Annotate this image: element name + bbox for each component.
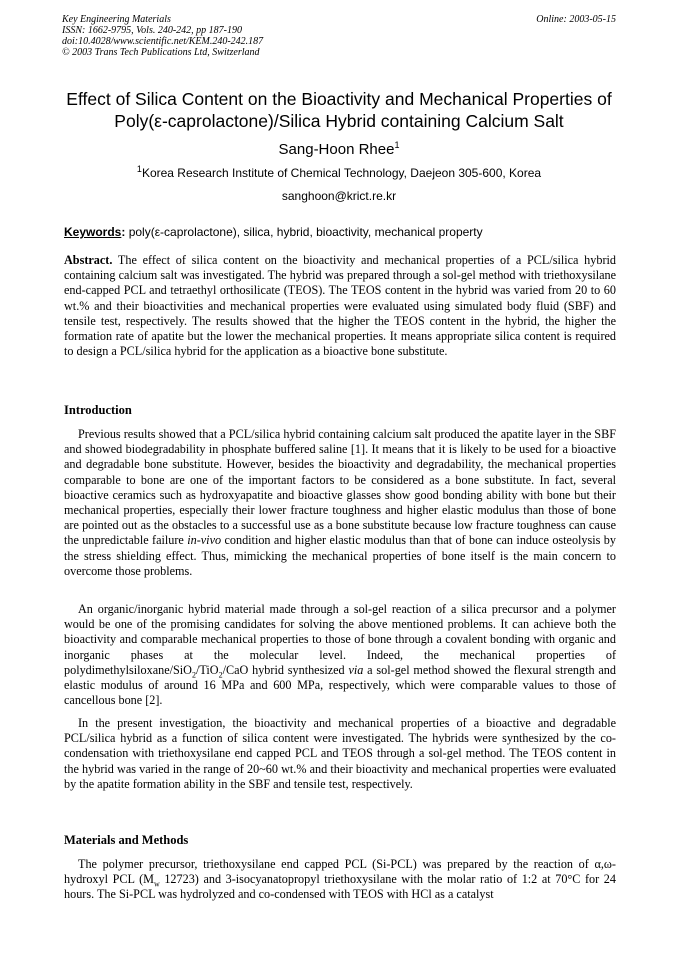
journal-name: Key Engineering Materials bbox=[62, 14, 171, 25]
keywords-colon: : bbox=[121, 225, 126, 239]
issn-line: ISSN: 1662-9795, Vols. 240-242, pp 187-190 bbox=[62, 25, 242, 36]
introduction-paragraph-2 bbox=[64, 602, 616, 708]
intro-p2-text-a: An organic/inorganic hybrid material made through a sol-gel reaction of a silica precursor and a polymer would be one of the promising candidates for solving the above mentioned problems. It can achieve both the bioactivity and comparable mechanical properties to those of bone through a covalent bonding with organic and inorganic phases at the molecular level. Indeed, the mechanical properties of polydimethylsiloxane/SiO bbox=[64, 602, 616, 677]
author-affiliation-mark: 1 bbox=[394, 140, 400, 150]
section-heading-introduction: Introduction bbox=[64, 403, 132, 417]
journal-header bbox=[62, 14, 616, 58]
copyright-line: © 2003 Trans Tech Publications Ltd, Switzerland bbox=[62, 47, 260, 58]
intro-p2-text-d: a sol-gel method showed the flexural strength and elastic modulus of around 16 MPa and 600 MPa, respectively, which were comparable values to those of cancellous bone [2]. bbox=[64, 662, 616, 708]
doi-line: doi:10.4028/www.scientific.net/KEM.240-242.187 bbox=[62, 36, 264, 47]
abstract bbox=[64, 253, 616, 359]
title-line-1: Effect of Silica Content on the Bioactivity and Mechanical Properties of bbox=[66, 89, 612, 109]
author-email: sanghoon@krict.re.kr bbox=[281, 189, 397, 203]
intro-p1-text-a: Previous results showed that a PCL/silica hybrid containing calcium salt produced the apatite layer in the SBF and showed biodegradability in phosphate buffered saline [1]. It means that it is likely to be used for a bioactive and degradable bone substitute. However, besides the bioactivity and degradability, the mechanical properties comparable to bone are one of the important factors to be considered as a bone substitute. In fact, several bioactive ceramics such as hydroxyapatite and bioactive glasses show good bonding ability with bone but their mechanical properties, especially their lower fracture toughness and higher elastic modulus than those of bone are pointed out as the obstacles to a successful use as a bone substitute because low fracture toughness can cause the unpredictable failure bbox=[64, 427, 616, 548]
intro-p2-text-b: /TiO bbox=[195, 662, 219, 677]
title-line-2: Poly(ε-caprolactone)/Silica Hybrid containing Calcium Salt bbox=[114, 111, 564, 131]
author-name: Sang-Hoon Rhee bbox=[278, 141, 395, 158]
online-date: Online: 2003-05-15 bbox=[536, 14, 616, 25]
affiliation-text: Korea Research Institute of Chemical Technology, Daejeon 305-600, Korea bbox=[141, 166, 542, 180]
methods-paragraph-1 bbox=[64, 857, 616, 903]
keywords bbox=[64, 224, 616, 240]
methods-p1-sub: w bbox=[153, 879, 160, 889]
introduction-paragraph-1 bbox=[64, 427, 616, 579]
intro-p2-sub-2: 2 bbox=[218, 670, 223, 680]
section-heading-methods: Materials and Methods bbox=[64, 833, 189, 847]
methods-p1-text-a: The polymer precursor, triethoxysilane end capped PCL (Si-PCL) was prepared by the reaction of α,ω-hydroxyl PCL (M bbox=[64, 857, 616, 887]
paper-title bbox=[40, 88, 638, 132]
keywords-text: poly(ε-caprolactone), silica, hybrid, bioactivity, mechanical property bbox=[125, 225, 483, 239]
intro-p2-text-c: /CaO hybrid synthesized bbox=[222, 662, 349, 677]
intro-p2-sub-1: 2 bbox=[191, 670, 196, 680]
abstract-text: The effect of silica content on the bioactivity and mechanical properties of a PCL/silica hybrid containing calcium salt was investigated. The hybrid was prepared through a sol-gel method with triethoxysilane end-capped PCL and tetraethyl orthosilicate (TEOS). The TEOS content in the hybrid was varied from 20 to 60 wt.% and their bioactivities and mechanical properties were evaluated using simulated body fluid (SBF) and tensile test, respectively. The results showed that the higher the TEOS content in the hybrid, the higher the formation rate of apatite but the lower the mechanical properties. It means appropriate silica content is required to design a PCL/silica hybrid for the application as a bioactive bone substitute. bbox=[64, 253, 616, 359]
intro-p1-text-b: condition and higher elastic modulus than that of bone can induce osteolysis by the stress shielding effect. Thus, mimicking the mechanical properties of bone itself is the main concern to overcome those problems. bbox=[64, 533, 616, 578]
abstract-label: Abstract. bbox=[64, 253, 113, 267]
intro-p2-italic: via bbox=[348, 662, 364, 677]
affiliation-mark: 1 bbox=[136, 164, 142, 174]
affiliation bbox=[0, 165, 678, 181]
author-line bbox=[0, 141, 678, 159]
header-citation bbox=[62, 14, 616, 58]
introduction-paragraph-3: In the present investigation, the bioactivity and mechanical properties of a bioactive and degradable PCL/silica hybrid as a function of silica content were investigated. The hybrids were synthesized by the co-condensation with triethoxysilane end capped PCL and TEOS through a sol-gel method. The TEOS content in the hybrid was varied in the range of 20~60 wt.% and their bioactivity and mechanical properties were evaluated by the apatite formation ability in the SBF and tensile test, respectively. bbox=[64, 716, 616, 791]
keywords-label: Keywords bbox=[64, 225, 122, 239]
intro-p1-italic: in-vivo bbox=[187, 533, 222, 548]
methods-p1-text-b: 12723) and 3-isocyanatopropyl triethoxysilane with the molar ratio of 1:2 at 70°C for 24 hours. The Si-PCL was hydrolyzed and co-condensed with TEOS with HCl as a catalyst bbox=[64, 872, 616, 902]
